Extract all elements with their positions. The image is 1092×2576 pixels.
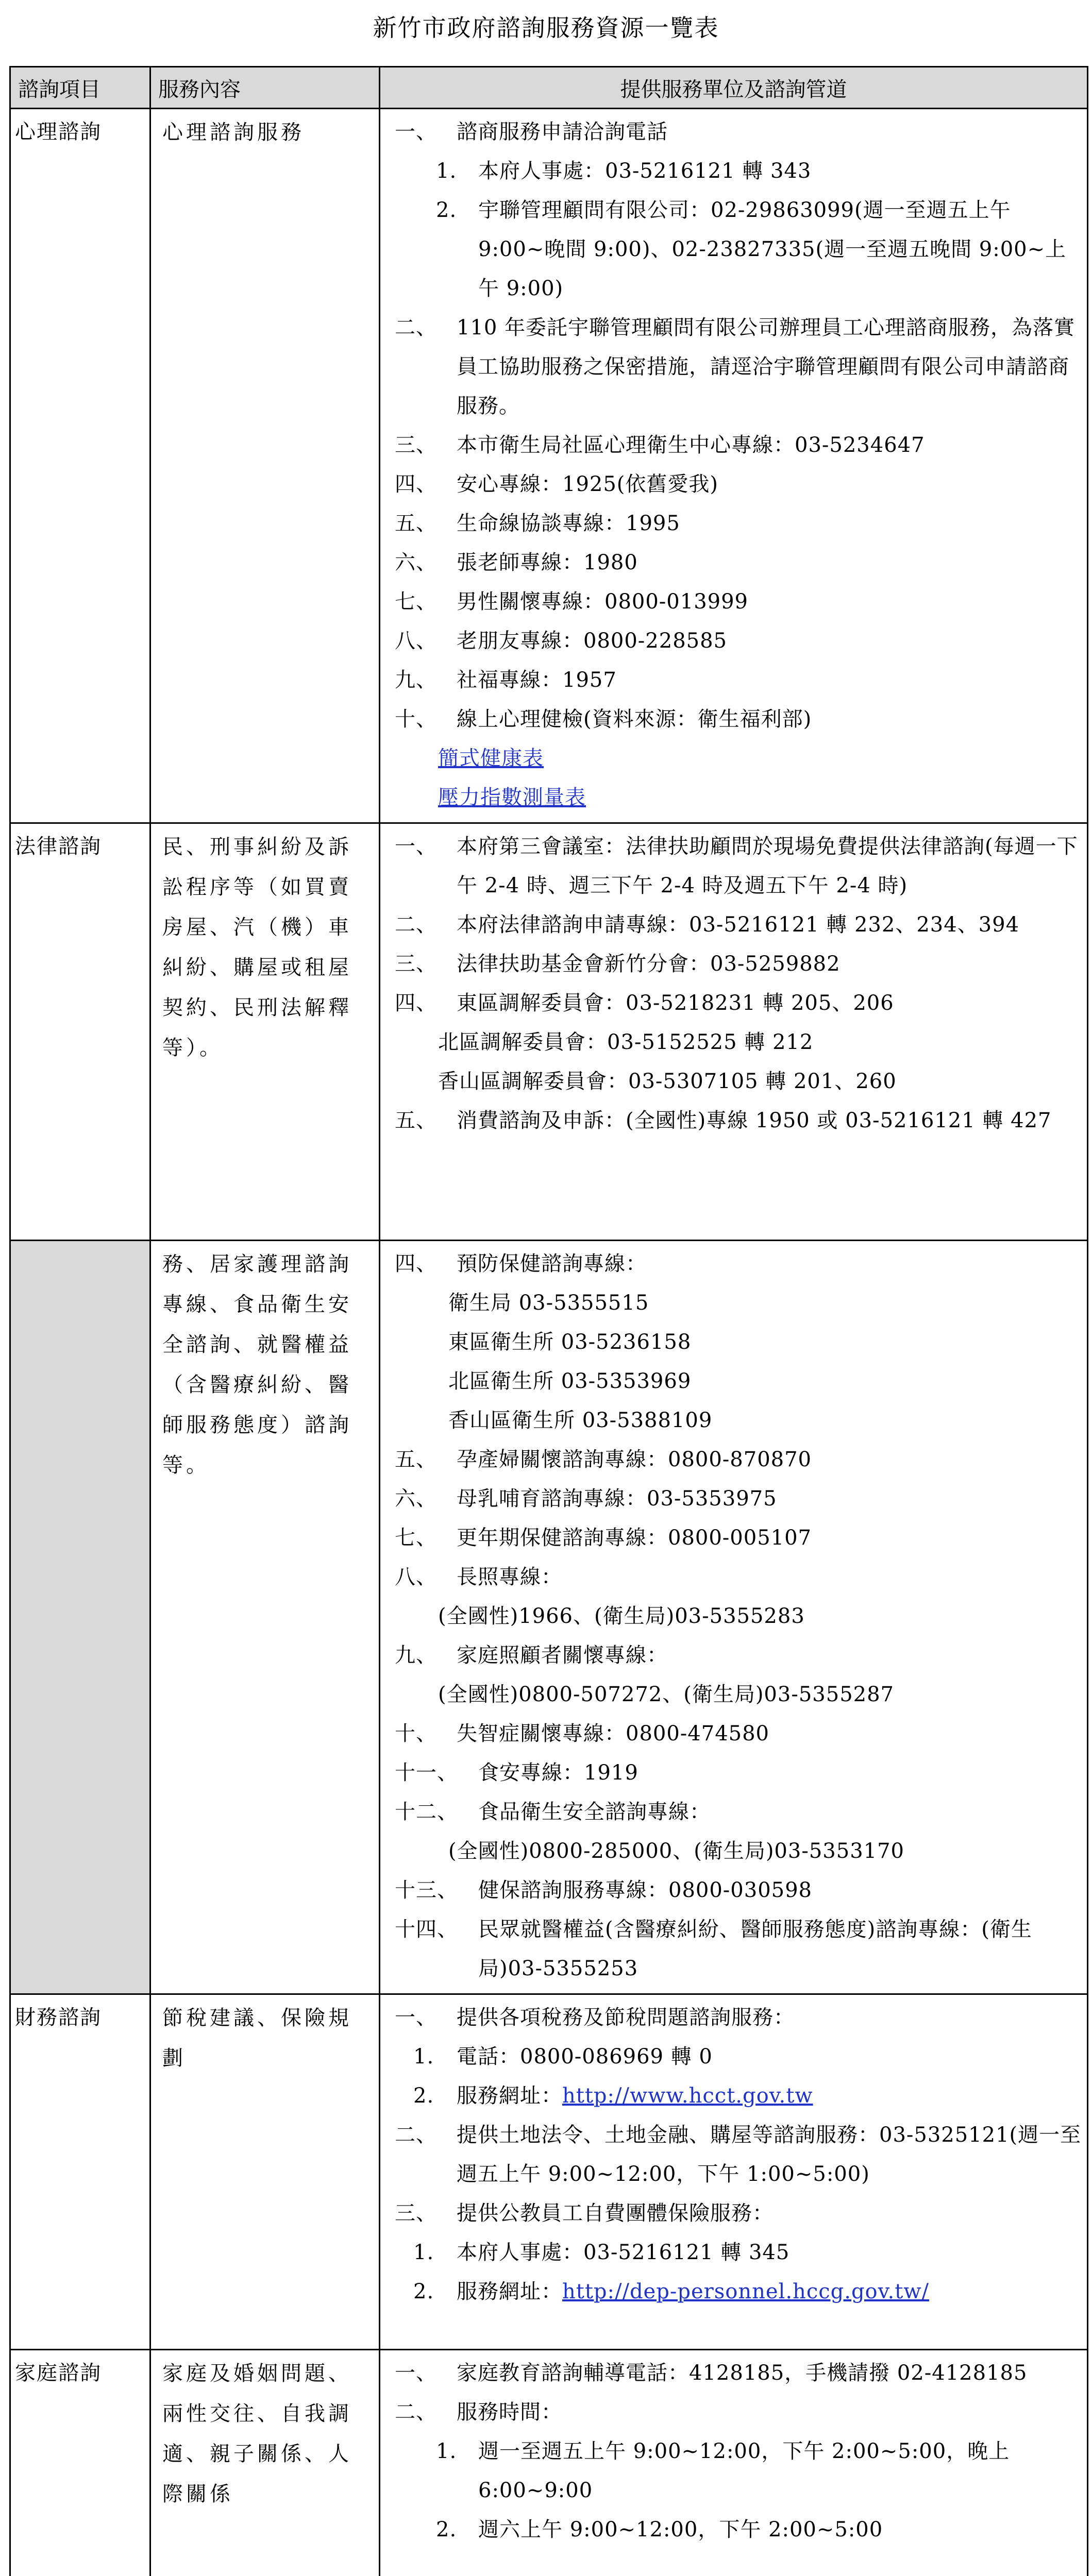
- item-text: [380, 700, 1082, 739]
- provider-item: [380, 1401, 1082, 1440]
- item-marker: 2.: [413, 2076, 434, 2115]
- item-text: [380, 1557, 1082, 1597]
- item-marker: 四、: [395, 1244, 437, 1283]
- item-label: 本市衛生局社區心理衛生中心專線：03-5234647: [457, 433, 925, 457]
- item-marker: 2.: [436, 2510, 457, 2549]
- item-marker: 三、: [395, 944, 437, 984]
- item-text: [380, 1244, 1082, 1283]
- item-label: 週一至週五上午 9:00~12:00，下午 2:00~5:00，晚上 6:00~9:00: [478, 2439, 1010, 2502]
- item-label: 服務網址：: [457, 2084, 562, 2108]
- item-marker: 2.: [436, 191, 457, 230]
- item-marker: 六、: [395, 1479, 437, 1518]
- provider-item: [380, 1101, 1082, 1140]
- provider-item: [380, 1675, 1082, 1714]
- item-label: 失智症關懷專線：0800-474580: [457, 1722, 769, 1745]
- item-text: [380, 582, 1082, 621]
- service-cell: 心理諮詢服務: [150, 109, 380, 823]
- item-marker: 五、: [395, 504, 437, 543]
- item-marker: 九、: [395, 660, 437, 700]
- provider-item: [380, 1714, 1082, 1753]
- item-text: [380, 504, 1082, 543]
- provider-item: [380, 1792, 1082, 1832]
- item-text: [380, 543, 1082, 582]
- item-text: [380, 1323, 1082, 1362]
- item-text: [380, 1636, 1082, 1675]
- item-marker: 九、: [395, 1636, 437, 1675]
- item-label: 本府人事處：03-5216121 轉 345: [457, 2241, 789, 2264]
- header-category: 諮詢項目: [10, 67, 150, 109]
- item-text: [380, 112, 1082, 151]
- link-row: [380, 778, 1082, 817]
- item-label: (全國性)0800-507272、(衛生局)03-5355287: [438, 1683, 894, 1706]
- item-text: [380, 1101, 1082, 1140]
- item-marker: 十一、: [395, 1753, 458, 1792]
- provider-item: [380, 112, 1082, 151]
- provider-item: [380, 191, 1082, 308]
- category-cell: 家庭諮詢: [10, 2350, 150, 2576]
- service-cell: 家庭及婚姻問題、兩性交往、自我調適、親子關係、人際關係: [150, 2350, 380, 2576]
- item-label: 家庭教育諮詢輔導電話：4128185，手機請撥 02-4128185: [457, 2361, 1027, 2385]
- item-text: [380, 2353, 1082, 2393]
- item-text: [380, 1753, 1082, 1792]
- provider-item: [380, 827, 1082, 905]
- item-marker: 三、: [395, 426, 437, 465]
- item-label: 衛生局 03-5355515: [448, 1291, 649, 1315]
- provider-item: [380, 308, 1082, 426]
- item-text: [380, 465, 1082, 504]
- provider-item: [380, 1023, 1082, 1062]
- item-text: [380, 1597, 1082, 1636]
- item-marker: 二、: [395, 2115, 437, 2155]
- table-row: [10, 1994, 1088, 2350]
- item-label: 老朋友專線：0800-228585: [457, 629, 727, 653]
- provider-cell: [380, 2350, 1088, 2576]
- item-label: 張老師專線：1980: [457, 551, 638, 574]
- item-label: 線上心理健檢(資料來源：衛生福利部): [457, 707, 812, 731]
- item-marker: 五、: [395, 1440, 437, 1479]
- item-text: [380, 1998, 1082, 2037]
- provider-item: [380, 2432, 1082, 2510]
- item-label: 法律扶助基金會新竹分會：03-5259882: [457, 952, 841, 976]
- item-text: [380, 2037, 1082, 2076]
- service-cell: 務、居家護理諮詢專線、食品衛生安全諮詢、就醫權益（含醫療糾紛、醫師服務態度）諮詢等。: [150, 1241, 380, 1994]
- header-provider: 提供服務單位及諮詢管道: [380, 67, 1088, 109]
- provider-item: [380, 1998, 1082, 2037]
- provider-item: [380, 2510, 1082, 2549]
- item-text: [380, 1440, 1082, 1479]
- item-label: 東區衛生所 03-5236158: [448, 1330, 691, 1354]
- provider-item: [380, 1910, 1082, 1988]
- item-text: [380, 944, 1082, 984]
- item-text: [380, 660, 1082, 700]
- provider-item: [380, 582, 1082, 621]
- item-marker: 四、: [395, 984, 437, 1023]
- item-marker: 一、: [395, 112, 437, 151]
- link-row: [380, 739, 1082, 778]
- table-row: [10, 2350, 1088, 2576]
- item-label: 本府人事處：03-5216121 轉 343: [478, 159, 811, 183]
- provider-item: [380, 1518, 1082, 1557]
- provider-item: [380, 905, 1082, 944]
- header-service: 服務內容: [150, 67, 380, 109]
- item-text: [380, 2115, 1082, 2194]
- item-text: [380, 621, 1082, 660]
- item-marker: 十四、: [395, 1910, 458, 1949]
- item-label: 香山區衛生所 03-5388109: [448, 1409, 712, 1432]
- item-label: 提供土地法令、土地金融、購屋等諮詢服務：03-5325121(週一至週五上午 9:00~12:00，下午 1:00~5:00): [457, 2123, 1081, 2186]
- item-label: (全國性)1966、(衛生局)03-5355283: [438, 1604, 805, 1628]
- item-label: 諮商服務申請洽詢電話: [457, 120, 668, 144]
- item-text: [380, 1675, 1082, 1714]
- item-text: [380, 1832, 1082, 1871]
- item-label: 母乳哺育諮詢專線：03-5353975: [457, 1487, 777, 1511]
- item-label: 民眾就醫權益(含醫療糾紛、醫師服務態度)諮詢專線：(衛生局)03-5355253: [478, 1918, 1032, 1980]
- item-label: 健保諮詢服務專線：0800-030598: [478, 1878, 812, 1902]
- provider-item: [380, 504, 1082, 543]
- item-marker: 十、: [395, 700, 437, 739]
- item-label: 社福專線：1957: [457, 668, 617, 692]
- item-text: [380, 1871, 1082, 1910]
- category-cell: 法律諮詢: [10, 823, 150, 1241]
- item-label: 長照專線：: [457, 1565, 562, 1589]
- item-label: 東區調解委員會：03-5218231 轉 205、206: [457, 991, 894, 1015]
- item-text: [380, 1479, 1082, 1518]
- item-marker: 三、: [395, 2194, 437, 2233]
- item-label: 本府法律諮詢申請專線：03-5216121 轉 232、234、394: [457, 913, 1019, 937]
- provider-item: [380, 1362, 1082, 1401]
- provider-item: [380, 984, 1082, 1023]
- item-text: [380, 2194, 1082, 2233]
- item-text: [380, 2272, 1082, 2311]
- item-marker: 十三、: [395, 1871, 458, 1910]
- category-cell: 心理諮詢: [10, 109, 150, 823]
- service-url-link[interactable]: http://www.hcct.gov.tw: [562, 2084, 813, 2108]
- item-label: 宇聯管理顧問有限公司：02-29863099(週一至週五上午 9:00~晚間 9:00)、02-23827335(週一至週五晚間 9:00~上午 9:00): [478, 198, 1066, 300]
- item-text: [380, 1283, 1082, 1323]
- item-text: [380, 1518, 1082, 1557]
- provider-item: [380, 1871, 1082, 1910]
- item-marker: 1.: [436, 151, 457, 191]
- item-label: 男性關懷專線：0800-013999: [457, 590, 748, 614]
- item-text: [380, 2432, 1082, 2510]
- item-label: 家庭照顧者關懷專線：: [457, 1643, 668, 1667]
- item-marker: 八、: [395, 621, 437, 660]
- table-row: [10, 823, 1088, 1241]
- item-text: [380, 905, 1082, 944]
- item-label: 週六上午 9:00~12:00，下午 2:00~5:00: [478, 2518, 883, 2541]
- category-cell: 財務諮詢: [10, 1994, 150, 2350]
- item-label: 電話：0800-086969 轉 0: [457, 2045, 713, 2069]
- table-row: [10, 109, 1088, 823]
- provider-item: [380, 2037, 1082, 2076]
- item-marker: 七、: [395, 1518, 437, 1557]
- service-cell: 節稅建議、保險規劃: [150, 1994, 380, 2350]
- item-marker: 二、: [395, 905, 437, 944]
- stress-index-link[interactable]: 壓力指數測量表: [438, 786, 586, 809]
- item-marker: 1.: [436, 2432, 457, 2471]
- item-marker: 七、: [395, 582, 437, 621]
- page-title: 新竹市政府諮詢服務資源一覽表: [0, 9, 1092, 43]
- item-label: 食安專線：1919: [478, 1761, 639, 1785]
- item-marker: 十二、: [395, 1792, 458, 1832]
- item-label: 預防保健諮詢專線：: [457, 1252, 647, 1276]
- item-label: 提供各項稅務及節稅問題諮詢服務：: [457, 2006, 795, 2029]
- provider-item: [380, 1062, 1082, 1101]
- item-label: 孕產婦關懷諮詢專線：0800-870870: [457, 1448, 812, 1471]
- provider-item: [380, 2076, 1082, 2115]
- provider-item: [380, 151, 1082, 191]
- item-marker: 一、: [395, 2353, 437, 2393]
- provider-item: [380, 465, 1082, 504]
- item-label: (全國性)0800-285000、(衛生局)03-5353170: [448, 1839, 904, 1863]
- table-row: [10, 1241, 1088, 1994]
- provider-item: [380, 2115, 1082, 2194]
- provider-item: [380, 1323, 1082, 1362]
- item-label: 生命線協談專線：1995: [457, 512, 680, 535]
- item-label: 食品衛生安全諮詢專線：: [478, 1800, 711, 1824]
- item-label: 北區調解委員會：03-5152525 轉 212: [438, 1030, 813, 1054]
- item-marker: 二、: [395, 2393, 437, 2432]
- item-label: 消費諮詢及申訴：(全國性)專線 1950 或 03-5216121 轉 427: [457, 1109, 1052, 1132]
- item-marker: 1.: [413, 2233, 434, 2272]
- provider-item: [380, 660, 1082, 700]
- provider-item: [380, 1753, 1082, 1792]
- item-label: 服務網址：: [457, 2280, 562, 2303]
- resource-table: [9, 66, 1088, 2576]
- provider-item: [380, 1557, 1082, 1597]
- provider-item: [380, 1283, 1082, 1323]
- item-text: [380, 1401, 1082, 1440]
- item-text: [380, 2510, 1082, 2549]
- item-label: 更年期保健諮詢專線：0800-005107: [457, 1526, 812, 1550]
- provider-item: [380, 621, 1082, 660]
- provider-item: [380, 1636, 1082, 1675]
- item-marker: 五、: [395, 1101, 437, 1140]
- provider-cell: [380, 109, 1088, 823]
- provider-item: [380, 1479, 1082, 1518]
- item-marker: 1.: [413, 2037, 434, 2076]
- item-label: 北區衛生所 03-5353969: [448, 1369, 691, 1393]
- item-text: [380, 191, 1082, 308]
- provider-item: [380, 426, 1082, 465]
- provider-item: [380, 700, 1082, 739]
- provider-item: [380, 2272, 1082, 2311]
- item-text: [380, 151, 1082, 191]
- item-text: [380, 1792, 1082, 1832]
- item-text: [380, 426, 1082, 465]
- provider-cell: [380, 1241, 1088, 1994]
- item-text: [380, 1062, 1082, 1101]
- item-marker: 四、: [395, 465, 437, 504]
- provider-item: [380, 1597, 1082, 1636]
- item-text: [380, 1362, 1082, 1401]
- item-text: [380, 1023, 1082, 1062]
- item-text: [380, 1714, 1082, 1753]
- provider-item: [380, 944, 1082, 984]
- service-cell: 民、刑事糾紛及訴訟程序等（如買賣房屋、汽（機）車糾紛、購屋或租屋契約、民刑法解釋等）。: [150, 823, 380, 1241]
- item-text: [380, 1910, 1082, 1988]
- item-label: 110 年委託宇聯管理顧問有限公司辦理員工心理諮商服務，為落實員工協助服務之保密措施，請逕洽宇聯管理顧問有限公司申請諮商服務。: [457, 316, 1075, 418]
- provider-item: [380, 2233, 1082, 2272]
- provider-item: [380, 2393, 1082, 2432]
- item-label: 服務時間：: [457, 2400, 562, 2424]
- provider-item: [380, 1440, 1082, 1479]
- item-text: [380, 2076, 1082, 2115]
- item-marker: 一、: [395, 1998, 437, 2037]
- provider-item: [380, 1832, 1082, 1871]
- item-marker: 一、: [395, 827, 437, 866]
- item-marker: 八、: [395, 1557, 437, 1597]
- provider-item: [380, 543, 1082, 582]
- item-label: 提供公教員工自費團體保險服務：: [457, 2201, 774, 2225]
- item-label: 香山區調解委員會：03-5307105 轉 201、260: [438, 1070, 897, 1093]
- provider-item: [380, 2353, 1082, 2393]
- service-url-link[interactable]: http://dep-personnel.hccg.gov.tw/: [562, 2280, 929, 2303]
- provider-item: [380, 1244, 1082, 1283]
- item-text: [380, 2233, 1082, 2272]
- provider-cell: [380, 823, 1088, 1241]
- provider-cell: [380, 1994, 1088, 2350]
- item-text: [380, 984, 1082, 1023]
- item-label: 本府第三會議室：法律扶助顧問於現場免費提供法律諮詢(每週一下午 2-4 時、週三下午 2-4 時及週五下午 2-4 時): [457, 835, 1078, 897]
- table-header-row: [10, 67, 1088, 109]
- provider-item: [380, 2194, 1082, 2233]
- item-marker: 六、: [395, 543, 437, 582]
- item-label: 安心專線：1925(依舊愛我): [457, 472, 718, 496]
- category-cell: [10, 1241, 150, 1994]
- item-marker: 二、: [395, 308, 437, 347]
- item-text: [380, 308, 1082, 426]
- item-text: [380, 2393, 1082, 2432]
- brief-health-link[interactable]: 簡式健康表: [438, 747, 544, 770]
- item-marker: 十、: [395, 1714, 437, 1753]
- item-marker: 2.: [413, 2272, 434, 2311]
- item-text: [380, 827, 1082, 905]
